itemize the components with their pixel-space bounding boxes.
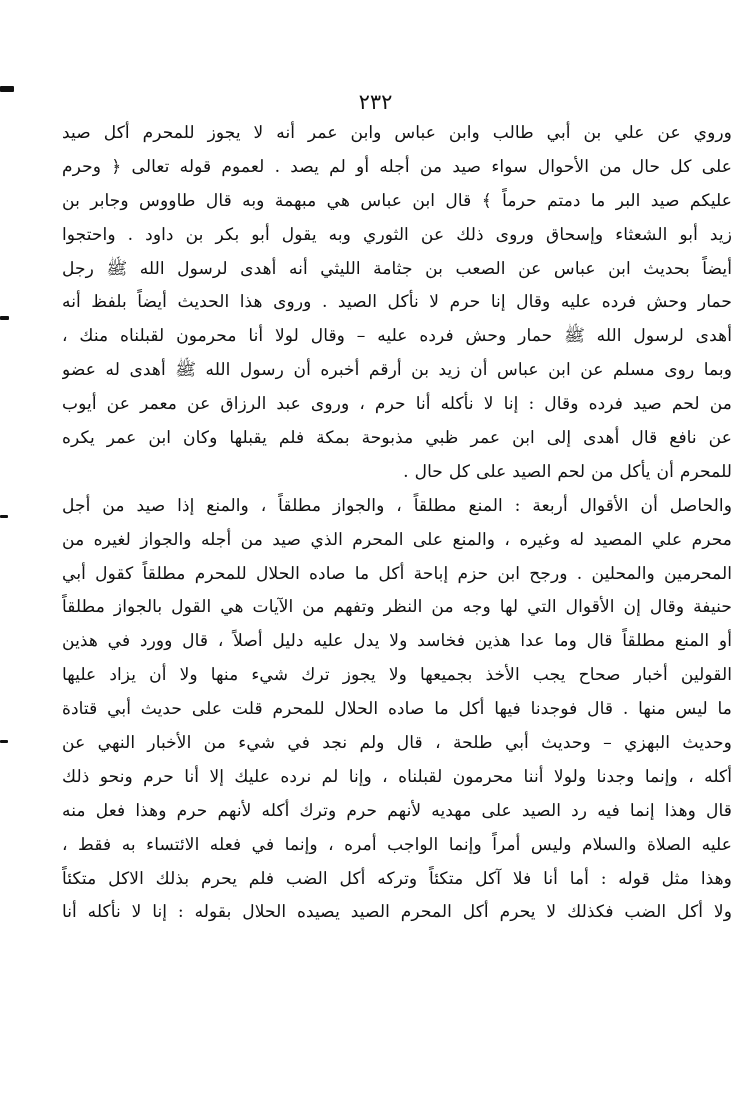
scan-edge-mark-bottom bbox=[0, 740, 8, 743]
text-line: القولين أخبار صحاح يجب الأخذ بجميعها ولا يجوز ترك شيء منها ولا أن يزاد عليها bbox=[62, 665, 732, 686]
text-line: ما ليس منها . قال فوجدنا فيها أكل ما صاده الحلال للمحرم قلت على حديث أبي قتادة bbox=[62, 699, 732, 720]
text-line: والحاصل أن الأقوال أربعة : المنع مطلقاً ، والجواز مطلقاً ، والمنع إذا صيد من أجل bbox=[62, 495, 732, 516]
scan-edge-mark-middle bbox=[0, 316, 9, 320]
text-line: وبما روى مسلم عن ابن عباس أن زيد بن أرقم أخبره أن رسول الله ﷺ أهدى له عضو bbox=[62, 360, 732, 381]
page-number: ٢٣٢ bbox=[358, 90, 393, 114]
text-line: أيضاً بحديث ابن عباس عن الصعب بن جثامة الليثي أنه أهدى لرسول الله ﷺ رجل bbox=[62, 258, 732, 279]
text-line: حنيفة وقال إن الأقوال التي لها وجه من النظر وتفهم من الآيات هي القول بالجواز مطلقاً bbox=[62, 597, 732, 618]
text-line: ولا أكل الضب فكذلك لا يحرم أكل المحرم الصيد يصيده الحلال بقوله : إنا لا نأكله أنا bbox=[62, 902, 732, 923]
text-line: زيد أبو الشعثاء وإسحاق وروى ذلك عن الثوري وبه يقول أبو بكر بن داود . واحتجوا bbox=[62, 224, 732, 245]
text-line: عن نافع قال أهدى إلى ابن عمر ظبي مذبوحة بمكة فلم يقبلها وكان ابن عمر يكره bbox=[62, 428, 732, 449]
text-line: وروي عن علي بن أبي طالب وابن عباس وابن عمر أنه لا يجوز للمحرم أكل صيد bbox=[62, 123, 732, 143]
text-line: محرم علي المصيد له وغيره ، والمنع على المحرم الذي صيد من أجله والجواز لغيره من bbox=[62, 529, 732, 550]
text-line: حمار وحش فرده عليه وقال إنا حرم لا نأكل الصيد . وروى هذا الحديث أيضاً بلفظ أنه bbox=[62, 292, 732, 313]
text-line: وهذا مثل قوله : أما أنا فلا آكل متكئاً وتركه أكل الضب فلم يحرم بذلك الاكل متكئاً bbox=[62, 868, 732, 889]
scan-edge-mark-lower bbox=[0, 515, 8, 518]
text-line: قال وهذا إنما فيه رد الصيد على مهديه لأنهم حرم وترك أكله لأنهم حرم وهذا فعل منه bbox=[62, 800, 732, 821]
text-line: المحرمين والمحلين . ورجح ابن حزم إباحة أكل ما صاده الحلال للمحرم مطلقاً كقول أبي bbox=[62, 563, 732, 584]
text-line: عليكم صيد البر ما دمتم حرماً ﴾ قال ابن عباس هي مبهمة وبه قال طاووس وجابر بن bbox=[62, 190, 732, 211]
text-line: عليه الصلاة والسلام وليس أمراً وإنما الواجب أمره ، وإنما في فعله الائتساء به فقط ، bbox=[62, 834, 732, 855]
text-line: من لحم صيد فرده وقال : إنا لا نأكله أنا حرم ، وروى عبد الرزاق عن معمر عن أيوب bbox=[62, 394, 732, 415]
text-line: أو المنع مطلقاً قال وما عدا هذين فخاسد ولا يدل عليه دليل أصلاً ، قال وورد في هذين bbox=[62, 631, 732, 652]
text-line: أكله ، وإنما وجدنا ولولا أننا محرمون لقبلناه ، وإنا لم نرده عليك إلا أنا حرم ونحو ذلك bbox=[62, 766, 732, 787]
text-line: أهدى لرسول الله ﷺ حمار وحش فرده عليه – وقال لولا أنا محرمون لقبلناه منك ، bbox=[62, 326, 732, 347]
text-line: للمحرم أن يأكل من لحم الصيد على كل حال . bbox=[403, 461, 732, 482]
body-text bbox=[62, 117, 732, 930]
text-line: على كل حال من الأحوال سواء صيد من أجله أو لم يصد . لعموم قوله تعالى ﴿ وحرم bbox=[62, 156, 732, 177]
text-line: وحديث البهزي – وحديث أبي طلحة ، قال ولم نجد في شيء من الأخبار النهي عن bbox=[62, 733, 732, 754]
